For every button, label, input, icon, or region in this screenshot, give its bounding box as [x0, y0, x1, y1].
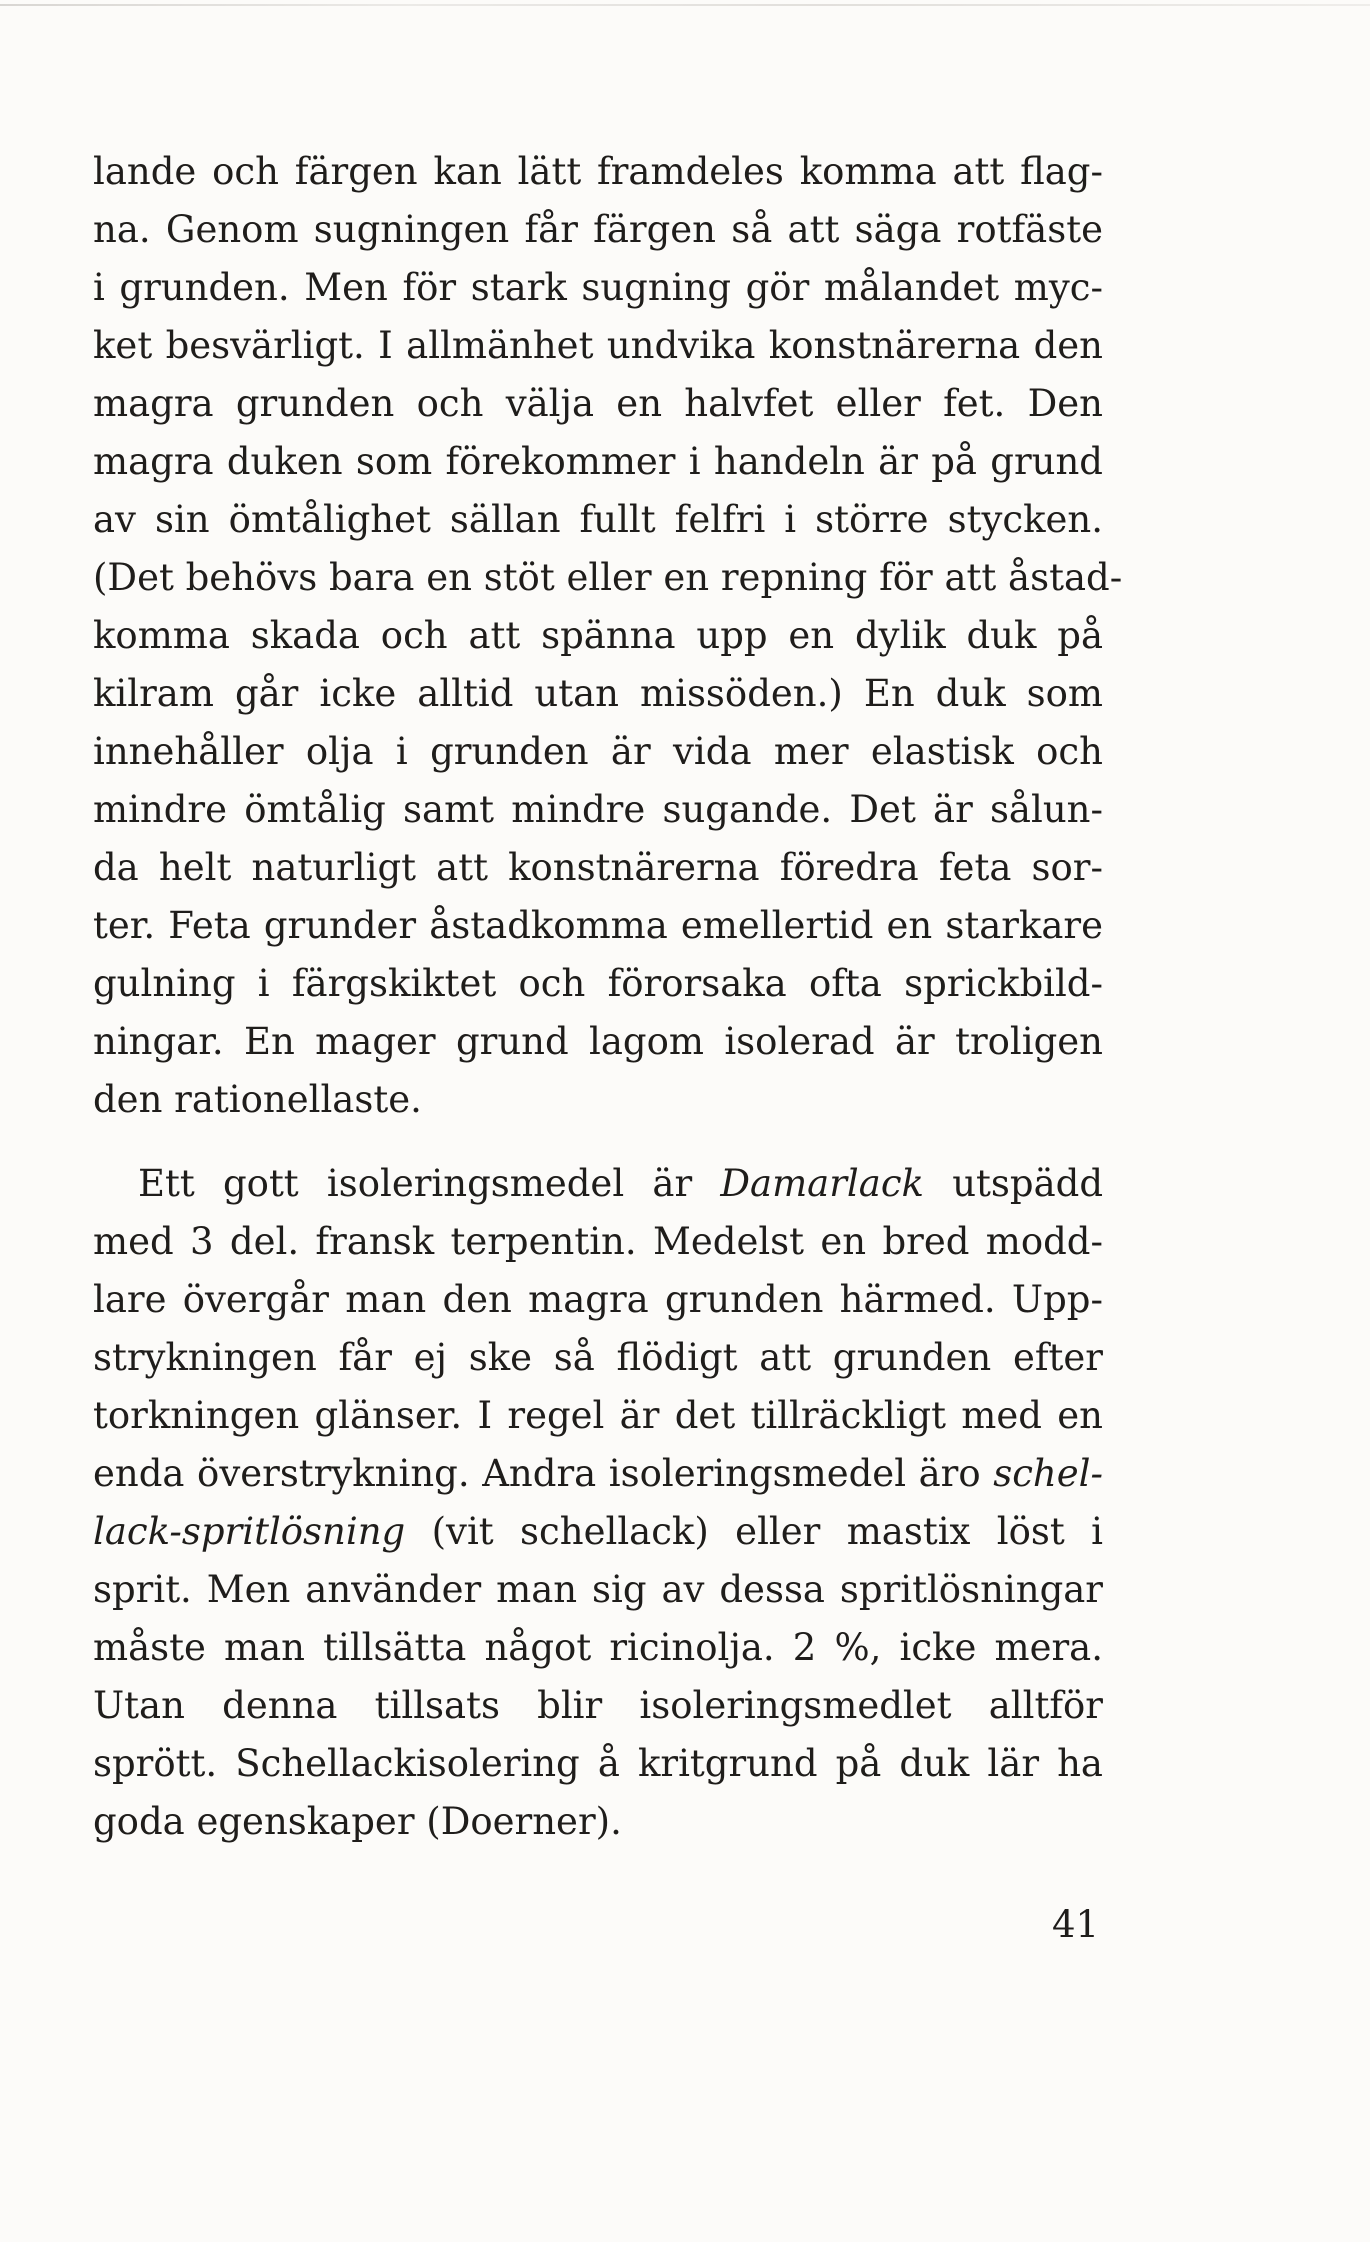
page-top-edge: [0, 4, 1370, 6]
text-span: (vit schellack) eller mastix löst i: [405, 1510, 1103, 1553]
text-line: mindre ömtålig samt mindre sugande. Det är sålun-: [93, 788, 1103, 831]
page-number: 41: [1052, 1903, 1100, 1946]
text-line: kilram går icke alltid utan missöden.) En duk som: [93, 672, 1103, 715]
text-line: na. Genom sugningen får färgen så att säga rotfäste: [93, 208, 1103, 251]
text-line: da helt naturligt att konstnärerna föredra feta sor-: [93, 846, 1103, 889]
text-span: utspädd: [923, 1162, 1104, 1205]
text-line: lare övergår man den magra grunden härmed. Upp-: [93, 1278, 1103, 1321]
text-line: magra grunden och välja en halvfet eller fet. Den: [93, 382, 1103, 425]
text-line: lande och färgen kan lätt framdeles komma att flag-: [93, 150, 1103, 193]
text-line: sprött. Schellackisolering å kritgrund på duk lär ha: [93, 1742, 1103, 1785]
text-line: sprit. Men använder man sig av dessa spritlösningar: [93, 1568, 1103, 1611]
text-line: [93, 1452, 1103, 1510]
text-line: komma skada och att spänna upp en dylik duk på: [93, 614, 1103, 657]
text-line: strykningen får ej ske så flödigt att grunden efter: [93, 1336, 1103, 1379]
text-span: enda överstrykning. Andra isoleringsmedel äro: [93, 1452, 994, 1495]
italic-term: lack-spritlösning: [93, 1510, 406, 1553]
text-line: med 3 del. fransk terpentin. Medelst en bred modd-: [93, 1220, 1103, 1263]
text-line: magra duken som förekommer i handeln är på grund: [93, 440, 1103, 483]
text-line: [93, 1510, 1103, 1568]
text-line: (Det behövs bara en stöt eller en repning för att åstad-: [93, 556, 1123, 599]
text-line: den rationellaste.: [93, 1078, 422, 1121]
text-line: torkningen glänser. I regel är det tillräckligt med en: [93, 1394, 1103, 1437]
text-line: ter. Feta grunder åstadkomma emellertid en starkare: [93, 904, 1103, 947]
text-line: goda egenskaper (Doerner).: [93, 1800, 622, 1843]
italic-term: schel-: [993, 1452, 1103, 1495]
text-line: av sin ömtålighet sällan fullt felfri i större stycken.: [93, 498, 1103, 541]
italic-term: Damarlack: [720, 1162, 924, 1205]
text-line: Utan denna tillsats blir isoleringsmedlet alltför: [93, 1684, 1103, 1727]
text-span: Ett gott isoleringsmedel är: [138, 1162, 721, 1205]
text-line: gulning i färgskiktet och förorsaka ofta sprickbild-: [93, 962, 1103, 1005]
text-line: ket besvärligt. I allmänhet undvika konstnärerna den: [93, 324, 1103, 367]
text-line: innehåller olja i grunden är vida mer elastisk och: [93, 730, 1103, 773]
text-line: ningar. En mager grund lagom isolerad är troligen: [93, 1020, 1103, 1063]
text-line: i grunden. Men för stark sugning gör målandet myc-: [93, 266, 1103, 309]
text-line: måste man tillsätta något ricinolja. 2 %, icke mera.: [93, 1626, 1103, 1669]
text-line: [138, 1162, 1103, 1220]
